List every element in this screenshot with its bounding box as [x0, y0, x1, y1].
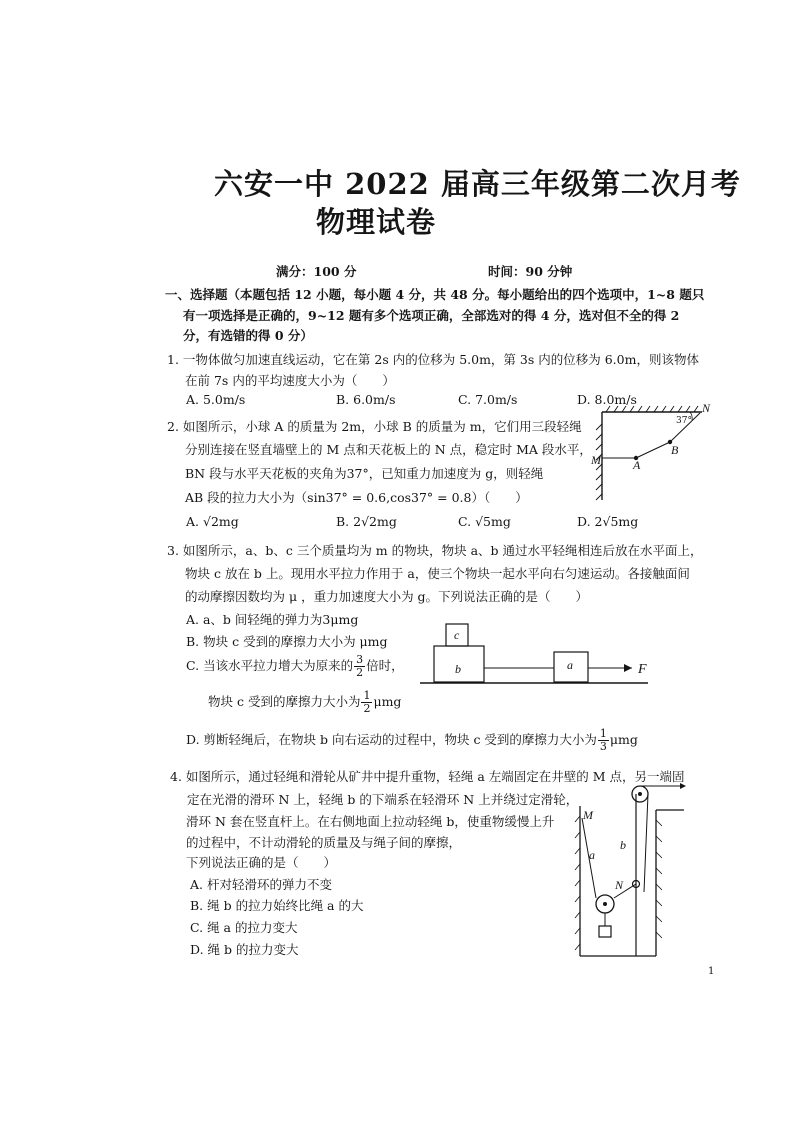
- q4-label-b: b: [620, 838, 626, 852]
- q3-option-b: B. 物块 c 受到的摩擦力大小为 μmg: [186, 634, 388, 649]
- q3-option-c2-fraction: [361, 690, 372, 715]
- q3-option-c2-post: μmg: [373, 694, 402, 709]
- q2-option-d: D. 2√5mg: [577, 514, 639, 529]
- q2-label-angle: 37°: [676, 416, 692, 426]
- page-number: 1: [708, 966, 715, 977]
- q3-option-c2-fraction-num: 1: [363, 689, 371, 702]
- q3-option-d: [186, 728, 638, 753]
- q4-stem-line2: 定在光滑的滑环 N 上，轻绳 b 的下端系在轻滑环 N 上并绕过定滑轮，: [187, 792, 579, 807]
- q3-option-c-fraction-den: 2: [356, 666, 364, 679]
- q3-option-d-post: μmg: [609, 732, 638, 747]
- q3-label-b: b: [455, 662, 461, 676]
- q3-force-arrow: [624, 664, 632, 672]
- q3-option-c2-fraction-den: 2: [363, 702, 371, 715]
- q3-option-c-line1: [186, 654, 404, 679]
- paper-title-line1: 六安一中 2022 届高三年级第二次月考: [214, 167, 741, 201]
- q2-option-a: A. √2mg: [186, 514, 239, 529]
- q4-option-a: A. 杆对轻滑环的弹力不变: [190, 877, 332, 892]
- q3-stem-line1: 3. 如图所示，a、b、c 三个质量均为 m 的物块，物块 a、b 通过水平轻绳相连后放在水平面上，: [167, 543, 703, 558]
- q3-option-d-fraction: [598, 728, 609, 753]
- q3-label-a: a: [567, 658, 573, 672]
- q2-figure: [590, 404, 710, 504]
- q3-label-c: c: [454, 628, 460, 642]
- q3-option-d-pre: D. 剪断轻绳后，在物块 b 向右运动的过程中，物块 c 受到的摩擦力大小为: [186, 732, 597, 747]
- q3-stem-line2: 物块 c 放在 b 上。现用水平拉力作用于 a，使三个物块一起水平向右匀速运动。各接触面间: [185, 566, 690, 581]
- q1-stem-line1: 1. 一物体做匀加速直线运动，它在第 2s 内的位移为 5.0m，第 3s 内的位移为 6.0m，则该物体: [167, 352, 699, 367]
- q3-option-c-fraction: [354, 654, 365, 679]
- section-heading-line2: 有一项选择是正确的，9~12 题有多个选项正确，全部选对的得 4 分，选对但不全的得 2: [183, 308, 680, 323]
- q1-option-d: D. 8.0m/s: [577, 392, 637, 407]
- q4-weight: [599, 926, 611, 937]
- q4-label-a: a: [589, 848, 595, 862]
- section-heading-line1: 一、选择题（本题包括 12 小题，每小题 4 分，共 48 分。每小题给出的四个选项中，1~8 题只: [165, 287, 705, 302]
- q1-option-c: C. 7.0m/s: [458, 392, 518, 407]
- q4-stem-line3: 滑环 N 套在竖直杆上。在右侧地面上拉动轻绳 b，使重物缓慢上升: [186, 814, 555, 829]
- q4-option-c: C. 绳 a 的拉力变大: [190, 920, 298, 935]
- q4-rope-b: [644, 794, 648, 892]
- q4-option-b: B. 绳 b 的拉力始终比绳 a 的大: [190, 898, 364, 913]
- q4-stem-line5: 下列说法正确的是（ ）: [186, 855, 337, 870]
- q2-stem-line2: 分别连接在竖直墙壁上的 M 点和天花板上的 N 点，稳定时 MA 段水平，: [185, 442, 592, 457]
- q3-label-f: F: [638, 662, 647, 677]
- q3-option-c-fraction-num: 3: [356, 653, 364, 666]
- q1-stem-line2: 在前 7s 内的平均速度大小为（ ）: [185, 373, 395, 388]
- q2-option-b: B. 2√2mg: [336, 514, 397, 529]
- q4-stem-line4: 的过程中，不计动滑轮的质量及与绳子间的摩擦，: [186, 835, 462, 850]
- q2-option-c: C. √5mg: [458, 514, 511, 529]
- q3-option-d-fraction-num: 1: [599, 727, 607, 740]
- q3-option-d-fraction-den: 3: [599, 740, 607, 753]
- q2-label-n: N: [702, 401, 711, 415]
- q4-label-n: N: [615, 878, 624, 892]
- q2-label-b: B: [671, 443, 679, 457]
- q4-stem-line1: 4. 如图所示，通过轻绳和滑轮从矿井中提升重物，轻绳 a 左端固定在井壁的 M 点，另一端固: [170, 769, 685, 784]
- q3-option-c-pre: C. 当该水平拉力增大为原来的: [186, 658, 354, 673]
- exam-time: 时间：90 分钟: [488, 264, 573, 279]
- q2-label-m: M: [591, 453, 601, 467]
- q2-stem-line3: BN 段与水平天花板的夹角为37°，已知重力加速度为 g，则轻绳: [185, 466, 544, 481]
- q3-stem-line3: 的动摩擦因数均为 μ ，重力加速度大小为 g。下列说法正确的是（ ）: [185, 589, 589, 604]
- q3-option-c-post: 倍时，: [366, 658, 404, 673]
- q2-stem-line4: AB 段的拉力大小为（sin37° = 0.6,cos37° = 0.8）（ ）: [185, 490, 528, 505]
- paper-title-line2: 物理试卷: [316, 205, 437, 239]
- q4-figure: [570, 780, 690, 958]
- q3-option-a: A. a、b 间轻绳的弹力为3μmg: [186, 612, 359, 627]
- q2-label-a: A: [633, 458, 641, 472]
- q4-option-d: D. 绳 b 的拉力变大: [190, 942, 299, 957]
- full-score: 满分：100 分: [276, 264, 357, 279]
- q1-option-b: B. 6.0m/s: [336, 392, 396, 407]
- section-heading-line3: 分，有选错的得 0 分）: [183, 328, 313, 343]
- q3-option-c2-pre: 物块 c 受到的摩擦力大小为: [208, 694, 361, 709]
- q4-label-m: M: [583, 808, 593, 822]
- q3-option-c-line2: [208, 690, 401, 715]
- q1-option-a: A. 5.0m/s: [186, 392, 246, 407]
- q2-stem-line1: 2. 如图所示，小球 A 的质量为 2m，小球 B 的质量为 m，它们用三段轻绳: [167, 419, 582, 434]
